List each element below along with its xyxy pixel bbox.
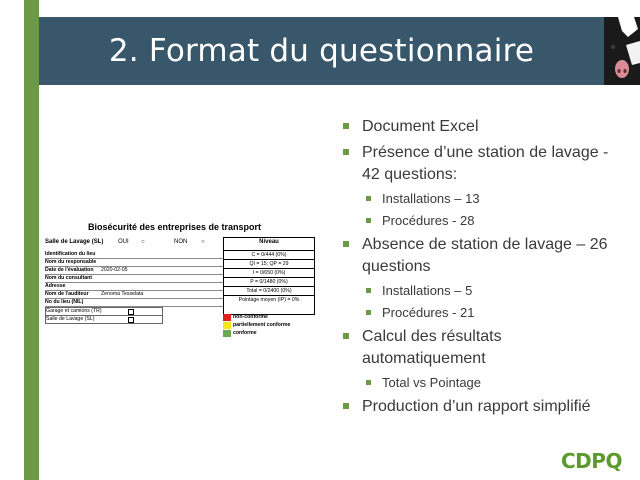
checkbox-icon [128,317,134,323]
slide-title: 2. Format du questionnaire [108,33,535,69]
niveau-table [223,237,315,315]
bullet-list [338,116,628,422]
field-row: Adresse [45,283,223,291]
niveau-row: P = 0/1480 (0%) [224,277,314,286]
cdpq-logo: CDPQ [561,449,622,473]
sub-bullet-item: Installations – 5 [338,282,628,300]
bullet-item: Document Excel [338,116,628,138]
sub-bullet-item: Procédures - 21 [338,304,628,322]
sub-bullet-item: Procédures - 28 [338,212,628,230]
niveau-row: Pointage moyen (IP) = 0% [224,295,314,304]
field-row: No du lieu (NIL) [45,299,223,307]
excel-screenshot: Biosécurité des entreprises de transport Salle de Lavage (SL) OUI ○ NON ○ Identification du lieu Nom du responsable Date de l'évaluation 2020-02-05 Nom du consultant Adresse Nom de l'auditeur Zenoma Tesselata No du lieu (NIL) Garage et camions (TR) Salle de Lavage (SL) Niveau C = 0/444 (0%) QI = 15; QP = 29 I = 0/650 (0%) P = 0/1480 (0%) Total = 0/2400 (0%) Pointage moyen (IP) = 0% non-conforme partiellement conforme conforme [44,222,314,342]
field-row: Nom de l'auditeur Zenoma Tesselata [45,291,223,299]
niveau-row: Total = 0/2400 (0%) [224,286,314,295]
checkbox-row: Salle de Lavage (SL) [45,315,163,324]
non-label: NON [174,239,188,245]
field-row: Identification du lieu [45,251,223,259]
niveau-header: Niveau [259,239,279,245]
oui-radio-icon: ○ [141,239,145,245]
field-row: Nom du responsable [45,259,223,267]
field-row: Date de l'évaluation 2020-02-05 [45,267,223,275]
sheet-title: Biosécurité des entreprises de transport [88,222,262,232]
bullet-item: Absence de station de lavage – 26 questions [338,234,628,278]
niveau-row: C = 0/444 (0%) [224,250,314,259]
legend-swatch [223,322,231,329]
oui-label: OUI [118,239,129,245]
bullet-item: Calcul des résultats automatiquement [338,326,628,370]
sub-bullet-item: Installations – 13 [338,190,628,208]
niveau-row: QI = 15; QP = 29 [224,259,314,268]
checkbox-row: Garage et camions (TR) [45,307,163,316]
legend-swatch [223,314,231,321]
non-radio-icon: ○ [201,239,205,245]
title-band [39,17,604,85]
field-row: Nom du consultant [45,275,223,283]
section-label: Salle de Lavage (SL) [45,239,104,245]
legend-swatch [223,330,231,337]
cow-photo [604,17,640,85]
accent-bar [24,0,39,480]
bullet-item: Présence d’une station de lavage - 42 questions: [338,142,628,186]
sub-bullet-item: Total vs Pointage [338,374,628,392]
niveau-row: I = 0/650 (0%) [224,268,314,277]
bullet-item: Production d’un rapport simplifié [338,396,628,418]
